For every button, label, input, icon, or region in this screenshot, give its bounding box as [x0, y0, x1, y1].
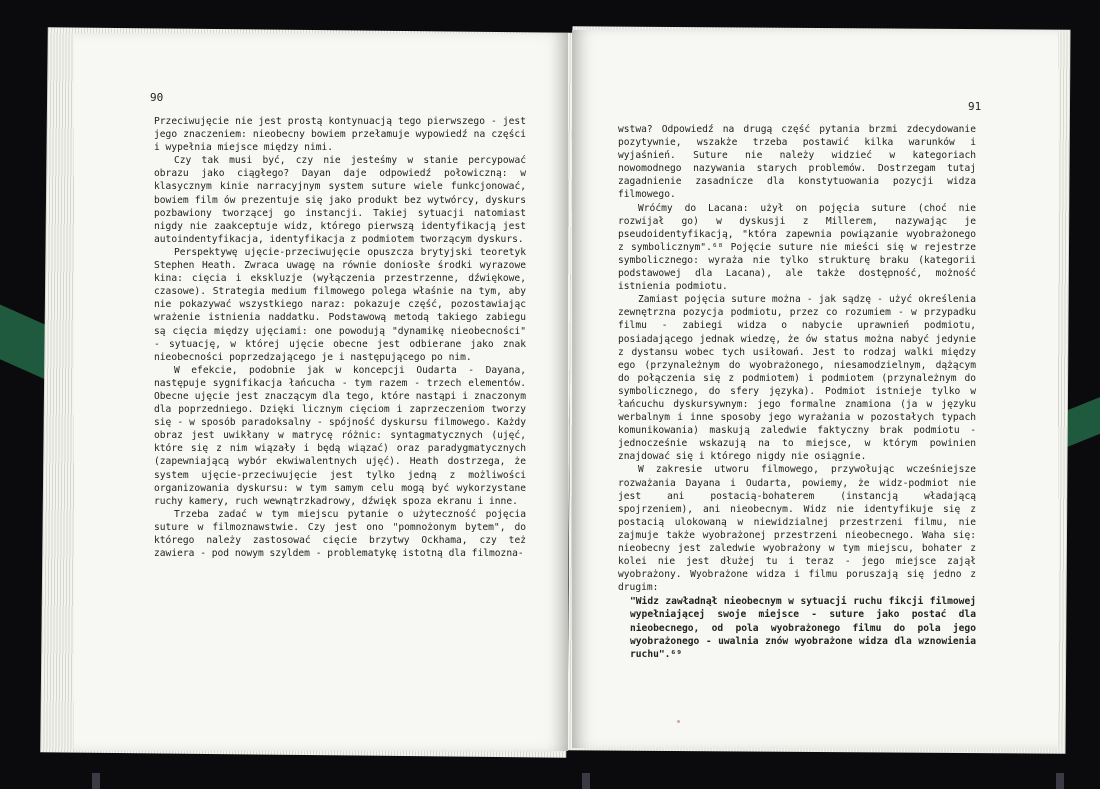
page-number: 91 [968, 100, 982, 113]
paragraph: Czy tak musi być, czy nie jesteśmy w stanie percypować obrazu jako ciągłego? Dayan daje odpowiedź połowiczną: w klasycznym kinie narracyjnym system suture wiele funkcjonować, bowiem film ów prezentuje się jako produkt bez wytwórcy, dyskurs pozbawiony tworzącej go instancji. Takiej sytuacji natomiast nigdy nie zaakceptuje widz, którego pierwszą identyfikacją jest autoindentyfikacja, identyfikacja z podmiotem tworzącym dyskurs. [154, 155, 526, 245]
paragraph: wstwa? Odpowiedź na drugą część pytania brzmi zdecydowanie pozytywnie, wszakże trzeba postawić kilka warunków i wyjaśnień. Suture nie należy widzieć w kategoriach nowomodnego nazywania starych problemów. Dostrzegam tutaj zagadnienie zasadnicze dla konstytuowania pozycji widza filmowego. [618, 124, 976, 201]
left-page [74, 33, 568, 751]
paragraph: Trzeba zadać w tym miejscu pytanie o użyteczność pojęcia suture w filmoznawstwie. Czy jest ono "pomnożonym bytem", do którego należy zastosować cięcie brzytwy Ockhama, czy też zawiera - pod nowym szyldem - problematykę istotną dla filmozna- [154, 508, 526, 560]
paragraph: W efekcie, podobnie jak w koncepcji Oudarta - Dayana, następuje sygnifikacja łańcucha - tym razem - trzech elementów. Obecne ujęcie jest znaczącym dla tego, które nastąpi i znaczonym dla poprzedniego. Dzięki licznym cięciom i zaprzeczeniom tworzy się - w sposób paradoksalny - spójność dyskursu filmowego. Każdy obraz jest uwikłany w matrycę różnic: syntagmatycznych (ujęć, które się z nim wiązały i będą wiązać) oraz paradygmatycznych (zapewniającą wybór ekwiwalentnych ujęć). Heath dostrzega, że system ujęcie-przeciwujęcie jest tylko jedną z możliwości organizowania dyskursu: w tym samym celu mogą być wykorzystane ruchy kamery, ruch wewnątrzkadrowy, dźwięk spoza ekranu i inne. [154, 364, 526, 507]
paragraph: Wróćmy do Lacana: użył on pojęcia suture (choć nie rozwijał go) w dyskusji z Millerem, nazywając je pseudoidentyfikacją, "która zapewnia powiązanie wyobrażonego z symbolicznym".⁶⁸ Pojęcie suture nie mieści się w rejestrze symbolicznego: wyraża nie tylko strukturę braku (kategorii podstawowej dla Lacana), ale także dostępność, możność istnienia podmiotu. [618, 202, 976, 293]
background-mark [582, 773, 590, 789]
background-mark [1056, 773, 1064, 789]
paper-speck [677, 720, 680, 723]
paragraph: Perspektywę ujęcie-przeciwujęcie opuszcza brytyjski teoretyk Stephen Heath. Zwraca uwagę na równie doniosłe środki wyrazowe kina: cięcia i ekskluzje (wyłączenia przestrzenne, dźwiękowe, czasowe). Strategia medium filmowego polega właśnie na tym, aby nie pokazywać wszystkiego naraz: pokazuje część, pozostawiając wrażenie istnienia naddatku. Podstawową metodą takiego zabiegu są cięcia między ujęciami: one powodują "dynamikę nieobecności" - sytuację, w której ujęcie obecne jest odbierane jako znak nieobecności poprzedzającego je i następującego po nim. [154, 246, 526, 363]
page-number: 90 [150, 91, 164, 104]
page-text [154, 115, 526, 560]
paragraph: W zakresie utworu filmowego, przywołując wcześniejsze rozważania Dayana i Oudarta, powiemy, że widz-podmiot nie jest ani postacią-bohaterem (instancją władającą spojrzeniem), ani nieobecnym. Widz nie identyfikuje się z postacią ulokowaną w niewidzialnej przestrzeni filmu, nie zajmuje także wyobrażonej przestrzeni nieobecnego. Waha się: nieobecny jest zaledwie wyobrażony w tym miejscu, bohater z kolei nie jest dłużej tu i teraz - jego miejsce zajął wyobrażony. Wyobrażone widza i filmu poruszają się jedno z drugim: [618, 464, 976, 594]
paragraph: Przeciwujęcie nie jest prostą kontynuacją tego pierwszego - jest jego znaczeniem: nieobecny bowiem przełamuje wypowiedź na części i wypełnia miejsce między nimi. [154, 116, 526, 154]
block-quote: "Widz zawładnął nieobecnym w sytuacji ruchu fikcji filmowej wypełniającej swoje miejsce - suture jako postać dla nieobecnego, od pola wyobrażonego filmu do pola jego wyobrażonego - uwalnia znów wyobrażone widza dla wznowienia ruchu".⁶⁹ [630, 596, 976, 660]
right-page [572, 30, 1058, 748]
paragraph: Zamiast pojęcia suture można - jak sądzę - użyć określenia zewnętrzna pozycja podmiotu, przez co rozumiem - w przypadku filmu - zabiegi widza o nabycie uprawnień podmiotu, posiadającego jednak wiedzę, że ów status można nabyć jedynie z dystansu wobec tych usiłowań. Jest to rodzaj walki między ego (przynależnym do wyobrażonego, niesamodzielnym, dążącym do połączenia się z podmiotem) i podmiotem (przynależnym do symbolicznego, do sfery języka). Podmiot istnieje tylko w łańcuchu dyskursywnym: jego formalne znamiona (ja w języku werbalnym i inne sposoby jego wyrażania w pozostałych typach komunikowania) maskują zaledwie faktyczny brak podmiotu - jednocześnie wskazują na to miejsce, w którym powinien znajdować się i którego nigdy nie osiągnie. [618, 294, 976, 463]
page-text [618, 123, 976, 661]
background-mark [92, 773, 100, 789]
